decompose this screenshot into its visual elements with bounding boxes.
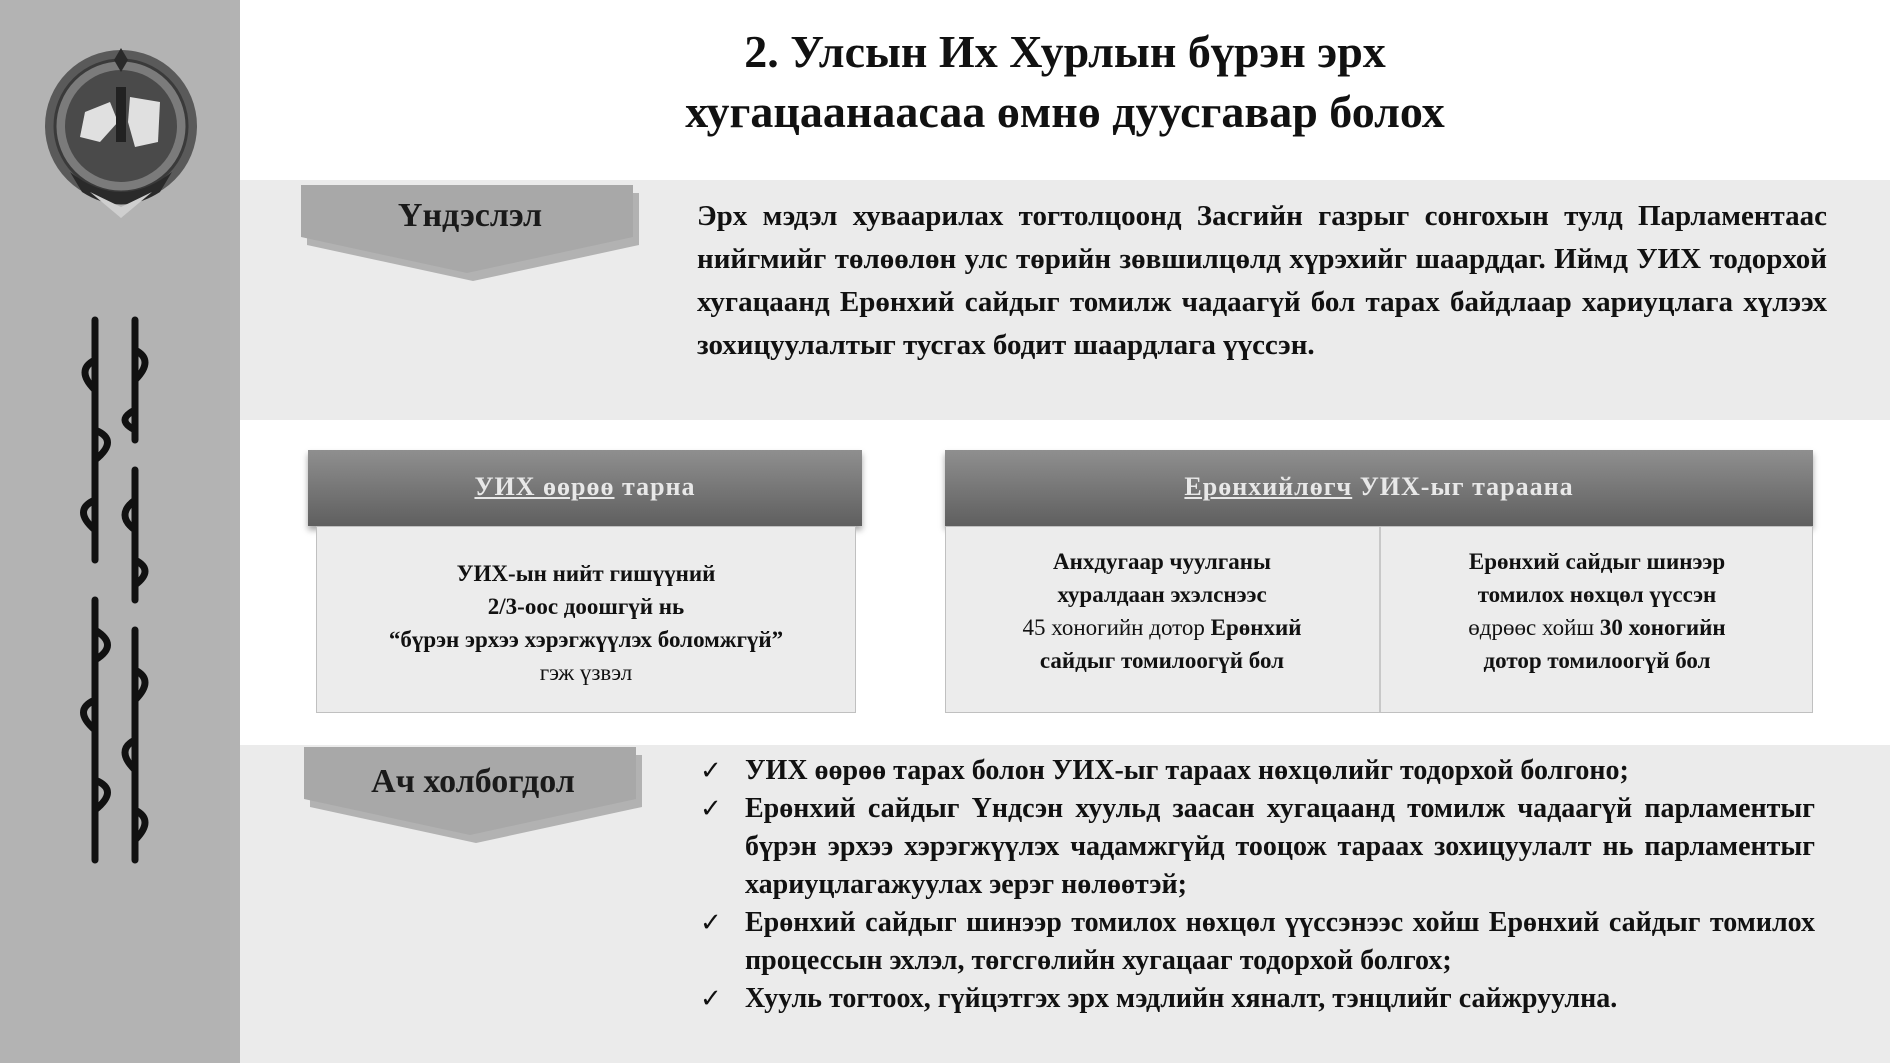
- significance-label-text: Ач холбогдол: [371, 763, 575, 800]
- panel-right-header-underlined: Ерөнхийлөгч: [1184, 472, 1353, 501]
- list-item: [700, 790, 1815, 904]
- col2-line-1: Ерөнхий сайдыг шинээр: [1468, 549, 1726, 574]
- col2-line-3-b: 30 хоногийн: [1599, 615, 1726, 640]
- list-item-text: УИХ өөрөө тарах болон УИХ-ыг тараах нөхцөлийг тодорхой болгоно;: [745, 755, 1629, 786]
- panel-right-header-rest: УИХ-ыг тараана: [1352, 472, 1574, 501]
- list-item: [700, 752, 1815, 790]
- mongolian-script-motto-icon: [60, 300, 170, 880]
- list-item: [700, 904, 1815, 980]
- list-item-text: Ерөнхий сайдыг Үндсэн хуульд заасан хугацаанд томилж чадаагүй парламентыг бүрэн эрхээ хэрэгжүүлэх чадамжгүйд тооцож тараах зохицуулалт нь парламентыг хариуцлагажуулах эерэг нөлөөтэй;: [745, 793, 1815, 900]
- check-icon: ✓: [700, 794, 722, 824]
- panel-right-header: [945, 450, 1813, 526]
- check-icon: ✓: [700, 984, 722, 1014]
- col1-line-3: [946, 611, 1378, 644]
- significance-label: [298, 745, 648, 845]
- panel-left-line-4: гэж үзвэл: [539, 660, 633, 685]
- list-item-text: Ерөнхий сайдыг шинээр томилох нөхцөл үүссэнээс хойш Ерөнхий сайдыг томилох процессын эхлэл, төгсгөлийн хугацааг тодорхой болгох;: [745, 907, 1815, 976]
- panel-left-header-underlined: УИХ өөрөө: [474, 472, 615, 501]
- col1-line-4: сайдыг томилоогүй бол: [1039, 648, 1285, 673]
- panel-left-header: [308, 450, 862, 526]
- panel-left-body: [316, 526, 856, 713]
- panel-left-line-3: “бүрэн эрхээ хэрэгжүүлэх боломжгүй”: [388, 627, 784, 652]
- check-icon: ✓: [700, 908, 722, 938]
- panel-left-line-2: 2/3-оос доошгүй нь: [487, 594, 685, 619]
- significance-list: [700, 752, 1815, 1018]
- col2-line-4: дотор томилоогүй бол: [1483, 648, 1711, 673]
- check-icon: ✓: [700, 756, 722, 786]
- page-title: [240, 22, 1890, 142]
- col2-line-3-a: өдрөөс хойш: [1468, 615, 1600, 640]
- basis-text: Эрх мэдэл хуваарилах тогтолцоонд Засгийн газрыг сонгохын тулд Парламентаас нийгмийг төлөөлөн улс төрийн зөвшилцөлд хүрэхийг шаарддаг. Иймд УИХ тодорхой хугацаанд Ерөнхий сайдыг томилж чадаагүй бол тарах байдлаар хариуцлага хүлээх зохицуулалтыг тусгах бодит шаардлага үүссэн.: [697, 200, 1827, 361]
- title-line-2: хугацаанаасаа өмнө дуусгавар болох: [685, 86, 1445, 137]
- title-line-1: 2. Улсын Их Хурлын бүрэн эрх: [744, 26, 1386, 77]
- col2-line-3: [1382, 611, 1812, 644]
- panel-left-text: [317, 557, 855, 689]
- col1-line-3-b: Ерөнхий: [1210, 615, 1302, 640]
- basis-label: [295, 183, 645, 283]
- col1-line-1: Анхдугаар чуулганы: [1053, 549, 1271, 574]
- panel-right-col-1: [946, 545, 1378, 677]
- list-item-text: Хууль тогтоох, гүйцэтгэх эрх мэдлийн хяналт, тэнцлийг сайжруулна.: [745, 983, 1618, 1014]
- panel-right-body: [945, 526, 1813, 713]
- col1-line-2: хуралдаан эхэлснээс: [1057, 582, 1267, 607]
- panel-left-header-rest: тарна: [614, 472, 696, 501]
- panel-right-col-2: [1382, 545, 1812, 677]
- state-emblem-icon: [40, 42, 202, 220]
- panel-left-line-1: УИХ-ын нийт гишүүний: [456, 561, 716, 586]
- list-item: [700, 980, 1815, 1018]
- column-divider: [1379, 527, 1381, 712]
- basis-label-text: Үндэслэл: [397, 197, 543, 234]
- left-sidebar: [0, 0, 240, 1063]
- col2-line-2: томилох нөхцөл үүссэн: [1477, 582, 1717, 607]
- col1-line-3-a: 45 хоногийн дотор: [1022, 615, 1211, 640]
